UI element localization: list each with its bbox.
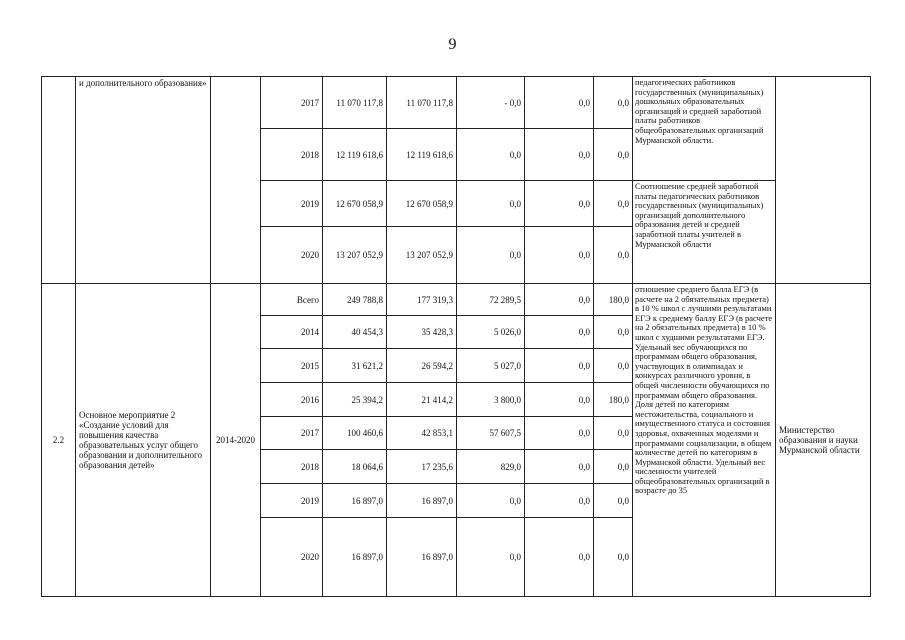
fb-cell: 0,0	[525, 181, 594, 227]
year-cell: 2017	[261, 417, 323, 450]
year-cell: 2020	[261, 518, 323, 597]
total-cell: 25 394,2	[323, 383, 387, 417]
mr-cell: 16 897,0	[387, 518, 457, 597]
fb-cell: 0,0	[525, 227, 594, 284]
budget-table	[41, 76, 871, 597]
rb-cell: - 0,0	[457, 77, 525, 129]
mr-cell: 12 670 058,9	[387, 181, 457, 227]
fb-cell: 0,0	[525, 518, 594, 597]
activity-name-cell: и дополнительного образования»	[76, 77, 211, 284]
total-cell: 100 460,6	[323, 417, 387, 450]
total-cell: 12 119 618,6	[323, 129, 387, 181]
row-number-cell	[42, 77, 76, 284]
total-cell: 249 788,8	[323, 284, 387, 316]
rb-cell: 72 289,5	[457, 284, 525, 316]
rb-cell: 57 607,5	[457, 417, 525, 450]
total-cell: 31 621,2	[323, 349, 387, 383]
mr-cell: 12 119 618,6	[387, 129, 457, 181]
indicator-cell: Соотношение средней заработной платы педагогических работников государственных (муниципальных) организаций дополнительного образования детей и средней заработной платы учителей в Мурманской области	[633, 181, 776, 284]
rb-cell: 3 800,0	[457, 383, 525, 417]
year-cell: 2015	[261, 349, 323, 383]
year-cell: 2018	[261, 450, 323, 484]
other-cell: 0,0	[594, 129, 633, 181]
mr-cell: 177 319,3	[387, 284, 457, 316]
fb-cell: 0,0	[525, 349, 594, 383]
period-cell: 2014-2020	[211, 284, 261, 597]
indicator-cell: педагогических работников государственных (муниципальных) дошкольных образовательных организаций и средней заработной платы работников общеобразовательных организаций Мурманской области.	[633, 77, 776, 181]
fb-cell: 0,0	[525, 77, 594, 129]
other-cell: 0,0	[594, 518, 633, 597]
rb-cell: 5 027,0	[457, 349, 525, 383]
total-cell: 13 207 052,9	[323, 227, 387, 284]
year-cell: Всего	[261, 284, 323, 316]
other-cell: 180,0	[594, 284, 633, 316]
page-number: 9	[448, 36, 457, 53]
mr-cell: 13 207 052,9	[387, 227, 457, 284]
fb-cell: 0,0	[525, 284, 594, 316]
total-cell: 18 064,6	[323, 450, 387, 484]
rb-cell: 0,0	[457, 129, 525, 181]
rb-cell: 0,0	[457, 181, 525, 227]
mr-cell: 16 897,0	[387, 484, 457, 518]
other-cell: 0,0	[594, 349, 633, 383]
year-cell: 2017	[261, 77, 323, 129]
rb-cell: 0,0	[457, 227, 525, 284]
mr-cell: 26 594,2	[387, 349, 457, 383]
total-cell: 12 670 058,9	[323, 181, 387, 227]
total-cell: 11 070 117,8	[323, 77, 387, 129]
year-cell: 2019	[261, 181, 323, 227]
year-cell: 2019	[261, 484, 323, 518]
mr-cell: 42 853,1	[387, 417, 457, 450]
other-cell: 0,0	[594, 484, 633, 518]
executor-cell: Министерство образования и науки Мурманской области	[776, 284, 871, 597]
rb-cell: 0,0	[457, 518, 525, 597]
other-cell: 0,0	[594, 181, 633, 227]
activity-name-cell: Основное мероприятие 2 «Создание условий для повышения качества образовательных услуг общего образования и дополнительного образования детей»	[76, 284, 211, 597]
total-cell: 16 897,0	[323, 484, 387, 518]
indicator-cell: отношение среднего балла ЕГЭ (в расчете на 2 обязательных предмета) в 10 % школ с лучшими результатами ЕГЭ к среднему баллу ЕГЭ (в расчете на 2 обязательных предмета) в 10 % школ с худшими результатами ЕГЭ. Удельный вес обучающихся по программам общего образования, участвующих в олимпиадах и конкурсах различного уровня, в общей численности обучающихся по программам общего образования. Доля детей по категориям местожительства, социального и имущественного статуса и состояния здоровья, охваченных моделями и программами социализации, в общем количестве детей по категориям в Мурманской области. Удельный вес численности учителей общеобразовательных организаций в возрасте до 35	[633, 284, 776, 597]
mr-cell: 17 235,6	[387, 450, 457, 484]
executor-cell	[776, 77, 871, 284]
mr-cell: 11 070 117,8	[387, 77, 457, 129]
year-cell: 2016	[261, 383, 323, 417]
other-cell: 0,0	[594, 77, 633, 129]
other-cell: 0,0	[594, 450, 633, 484]
fb-cell: 0,0	[525, 383, 594, 417]
fb-cell: 0,0	[525, 129, 594, 181]
table-row	[42, 284, 871, 316]
rb-cell: 829,0	[457, 450, 525, 484]
fb-cell: 0,0	[525, 316, 594, 349]
other-cell: 0,0	[594, 316, 633, 349]
fb-cell: 0,0	[525, 450, 594, 484]
row-number-cell: 2.2	[42, 284, 76, 597]
other-cell: 180,0	[594, 383, 633, 417]
other-cell: 0,0	[594, 417, 633, 450]
year-cell: 2020	[261, 227, 323, 284]
total-cell: 16 897,0	[323, 518, 387, 597]
fb-cell: 0,0	[525, 484, 594, 518]
year-cell: 2014	[261, 316, 323, 349]
mr-cell: 21 414,2	[387, 383, 457, 417]
table-row	[42, 77, 871, 129]
year-cell: 2018	[261, 129, 323, 181]
rb-cell: 0,0	[457, 484, 525, 518]
rb-cell: 5 026,0	[457, 316, 525, 349]
total-cell: 40 454,3	[323, 316, 387, 349]
other-cell: 0,0	[594, 227, 633, 284]
period-cell	[211, 77, 261, 284]
fb-cell: 0,0	[525, 417, 594, 450]
mr-cell: 35 428,3	[387, 316, 457, 349]
